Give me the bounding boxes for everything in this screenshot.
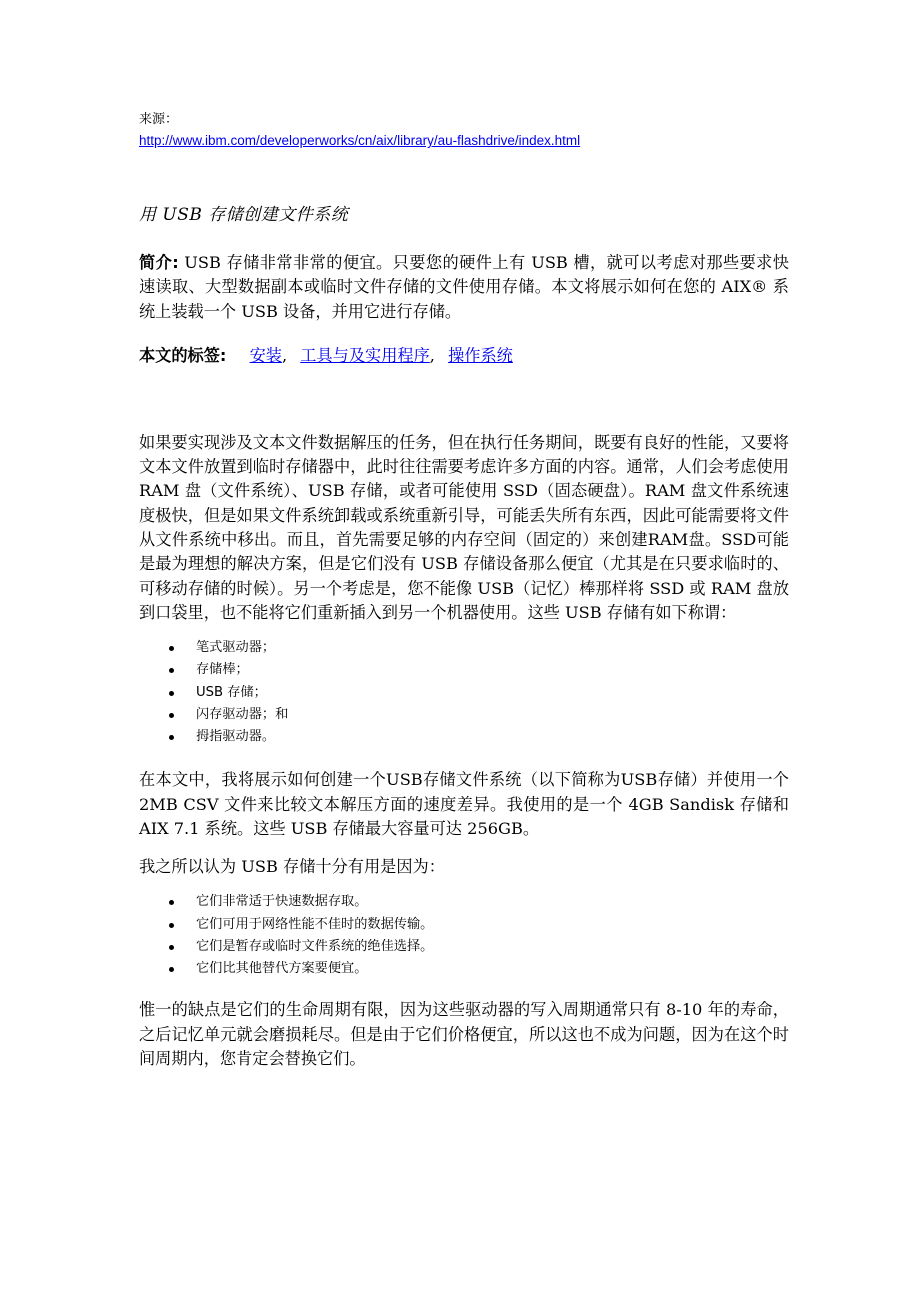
list-item — [139, 659, 789, 681]
bullet-icon — [169, 923, 174, 928]
tag-separator: , — [281, 345, 288, 365]
list-item — [139, 726, 789, 748]
intro-label: 简介: — [139, 253, 179, 272]
tag-link-os[interactable]: 操作系统 — [448, 345, 513, 365]
list-item — [139, 936, 789, 958]
body-paragraph-3: 我之所以认为 USB 存储十分有用是因为： — [139, 857, 445, 877]
tag-separator: , — [429, 345, 435, 365]
list-item-text: 它们比其他替代方案要便宜。 — [196, 961, 368, 977]
list-item-text: 它们是暂存或临时文件系统的绝佳选择。 — [196, 938, 434, 954]
list-item — [139, 914, 789, 936]
list-item — [139, 682, 789, 704]
reasons-list — [139, 891, 789, 980]
body-paragraph-1: 如果要实现涉及文本文件数据解压的任务，但在执行任务期间，既要有良好的性能，又要将文本文件放置到临时存储器中，此时往往需要考虑许多方面的内容。通常，人们会考虑使用 RAM 盘（文件系统）、USB 存储，或者可能使用 SSD（固态硬盘）。RAM 盘文件系统速度极快，但是如果文件系统卸载或系统重新引导，可能丢失所有东西，因此可能需要将文件从文件系统中移出。而且，首先需要足够的内存空间（固定的）来创建RAM盘。SSD可能是最为理想的解决方案，但是它们没有 USB 存储设备那么便宜（尤其是在只要求临时的、可移动存储的时候）。另一个考虑是，您不能像 USB（记忆）棒那样将 SSD 或 RAM 盘放到口袋里，也不能将它们重新插入到另一个机器使用。这些 USB 存储有如下称谓： — [139, 432, 789, 622]
list-item-text: 拇指驱动器。 — [196, 729, 276, 745]
bullet-icon — [169, 967, 174, 972]
bullet-icon — [169, 646, 174, 651]
body-paragraph-2: 在本文中，我将展示如何创建一个USB存储文件系统（以下简称为USB存储）并使用一个 2MB CSV 文件来比较文本解压方面的速度差异。我使用的是一个 4GB Sandisk 存储和 AIX 7.1 系统。这些 USB 存储最大容量可达 256GB。 — [139, 770, 789, 838]
tags-label: 本文的标签: — [139, 345, 227, 365]
source-label: 来源： — [139, 112, 179, 127]
bullet-icon — [169, 735, 174, 740]
list-item-text: 闪存驱动器；和 — [196, 706, 289, 722]
tag-link-install[interactable]: 安装 — [249, 345, 282, 365]
list-item-text: 笔式驱动器； — [196, 640, 276, 656]
document-page — [139, 110, 789, 1071]
list-item-text: 它们可用于网络性能不佳时的数据传输。 — [196, 916, 434, 932]
list-item — [139, 958, 789, 980]
tag-link-tools[interactable]: 工具与及实用程序 — [300, 345, 430, 365]
usb-names-list — [139, 637, 789, 748]
list-item-text: 存储棒； — [196, 662, 249, 678]
list-item — [139, 637, 789, 659]
bullet-icon — [169, 713, 174, 718]
bullet-icon — [169, 691, 174, 696]
list-item-text: USB 存储； — [196, 684, 267, 700]
bullet-icon — [169, 945, 174, 950]
bullet-icon — [169, 900, 174, 905]
intro-paragraph — [139, 251, 789, 324]
intro-text: USB 存储非常非常的便宜。只要您的硬件上有 USB 槽，就可以考虑对那些要求快速读取、大型数据副本或临时文件存储的文件使用存储。本文将展示如何在您的 AIX® 系统上装载一个 USB 设备，并用它进行存储。 — [139, 253, 789, 321]
body-paragraph-4: 惟一的缺点是它们的生命周期有限，因为这些驱动器的写入周期通常只有 8-10 年的寿命，之后记忆单元就会磨损耗尽。但是由于它们价格便宜，所以这也不成为问题，因为在这个时间周期内，您肯定会替换它们。 — [139, 1000, 789, 1068]
article-title: 用 USB 存储创建文件系统 — [139, 205, 349, 225]
list-item — [139, 704, 789, 726]
bullet-icon — [169, 668, 174, 673]
list-item — [139, 891, 789, 913]
list-item-text: 它们非常适于快速数据存取。 — [196, 894, 368, 910]
tags-row — [139, 344, 789, 368]
source-url-link[interactable]: http://www.ibm.com/developerworks/cn/aix/library/au-flashdrive/index.html — [139, 133, 581, 148]
